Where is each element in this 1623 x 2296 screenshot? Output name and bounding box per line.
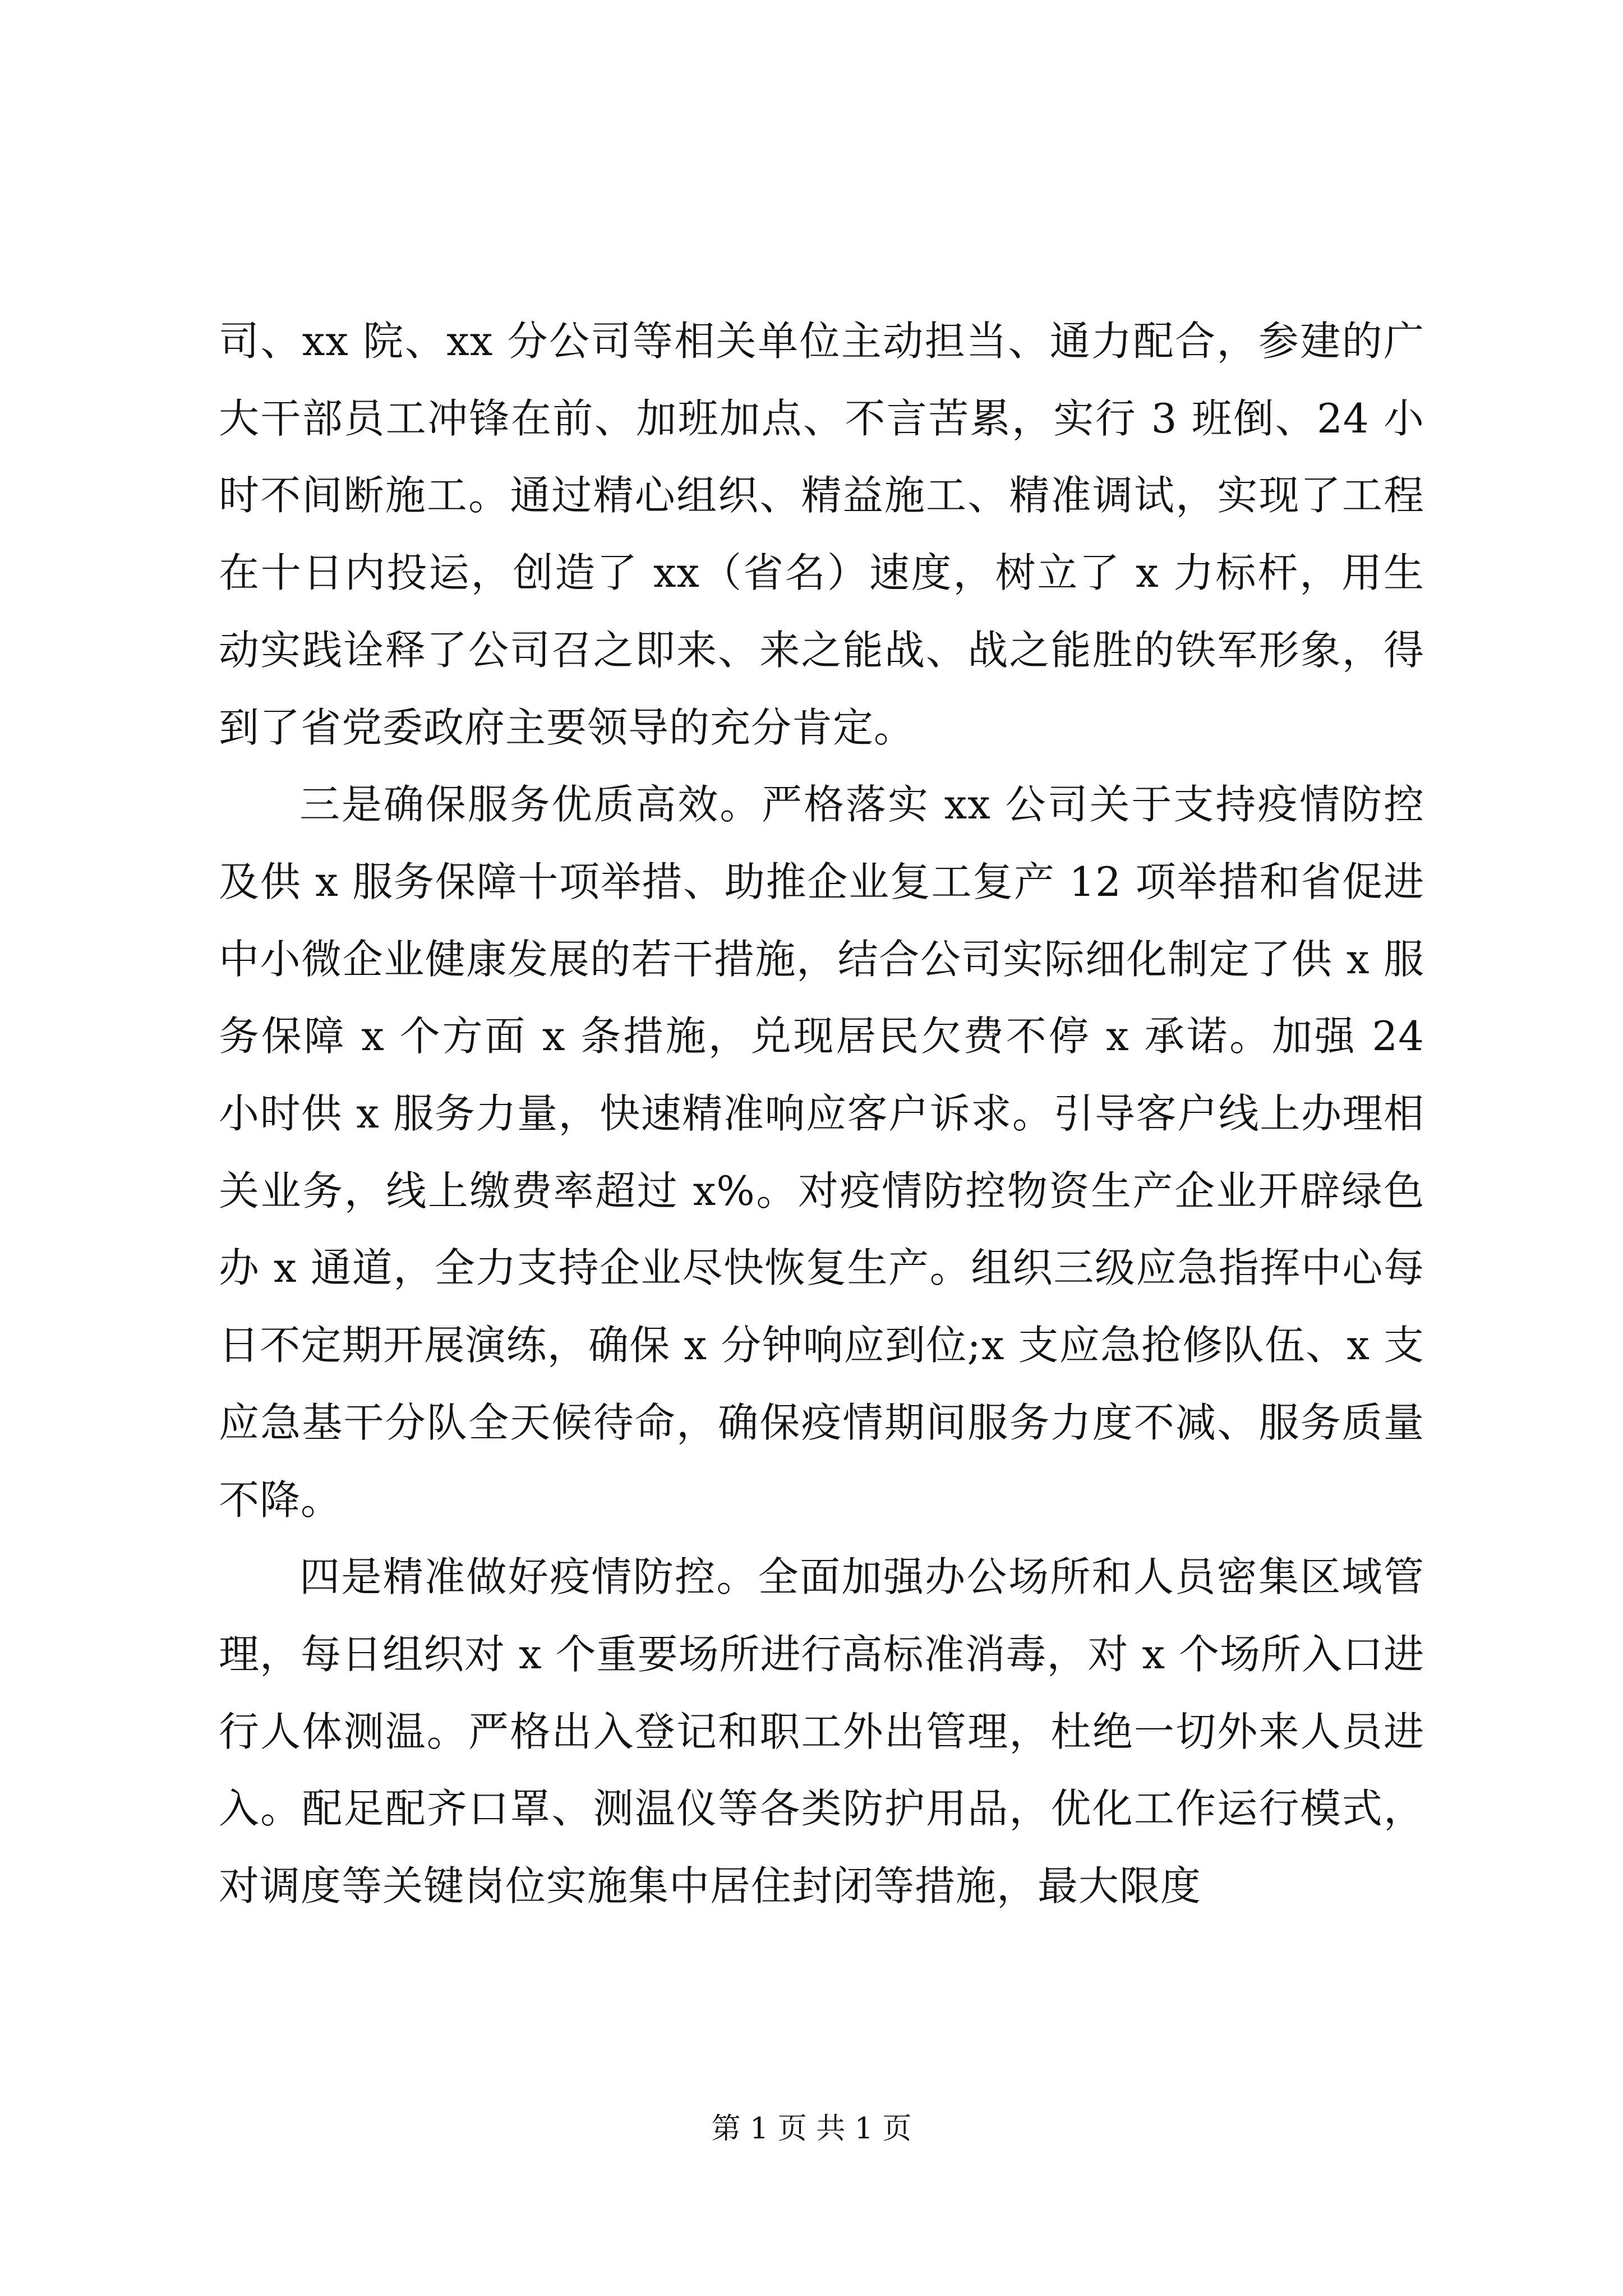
paragraph-epidemic-prevention: 四是精准做好疫情防控。全面加强办公场所和人员密集区域管理，每日组织对 x 个重要场所进行高标准消毒，对 x 个场所入口进行人体测温。严格出入登记和职工外出管理，杜绝一切外来人员进入。配足配齐口罩、测温仪等各类防护用品，优化工作运行模式，对调度等关键岗位实施集中居住封闭等措施，最大限度	[219, 1553, 1424, 1910]
paragraph-continuation: 司、xx 院、xx 分公司等相关单位主动担当、通力配合，参建的广大干部员工冲锋在前、加班加点、不言苦累，实行 3 班倒、24 小时不间断施工。通过精心组织、精益施工、精准调试，实现了工程在十日内投运，创造了 xx（省名）速度，树立了 x 力标杆，用生动实践诠释了公司召之即来、来之能战、战之能胜的铁军形象，得到了省党委政府主要领导的充分肯定。	[219, 318, 1424, 751]
paragraph-service-quality: 三是确保服务优质高效。严格落实 xx 公司关于支持疫情防控及供 x 服务保障十项举措、助推企业复工复产 12 项举措和省促进中小微企业健康发展的若干措施，结合公司实际细化制定了供 x 服务保障 x 个方面 x 条措施，兑现居民欠费不停 x 承诺。加强 24 小时供 x 服务力量，快速精准响应客户诉求。引导客户线上办理相关业务，线上缴费率超过 x%。对疫情防控物资生产企业开辟绿色办 x 通道，全力支持企业尽快恢复生产。组织三级应急指挥中心每日不定期开展演练，确保 x 分钟响应到位;x 支应急抢修队伍、x 支应急基干分队全天候待命，确保疫情期间服务力度不减、服务质量不降。	[219, 781, 1424, 1524]
document-body	[219, 303, 1424, 1925]
page-footer: 第 1 页 共 1 页	[711, 2112, 912, 2146]
